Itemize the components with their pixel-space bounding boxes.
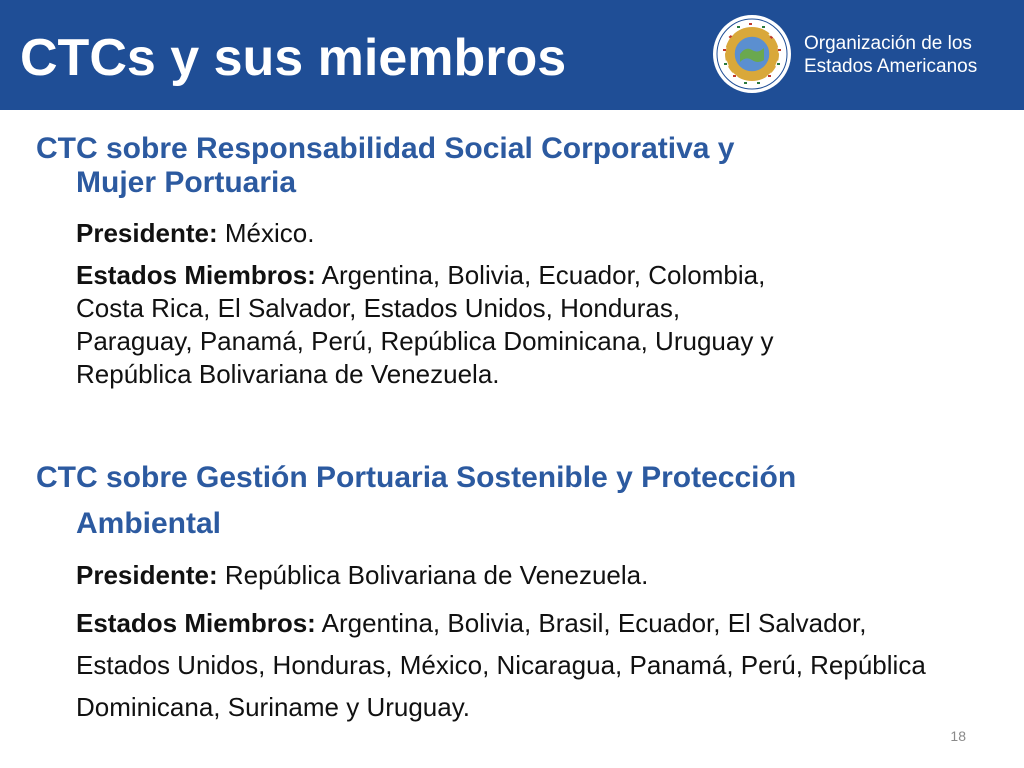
slide-title: CTCs y sus miembros — [20, 29, 567, 87]
members-label: Estados Miembros: — [76, 260, 316, 290]
president-entry — [76, 555, 836, 595]
ctc-heading — [36, 455, 876, 547]
ctc-heading-line1: CTC sobre Gestión Portuaria Sostenible y Protección — [36, 461, 797, 494]
president-value: República Bolivariana de Venezuela. — [217, 560, 649, 590]
ctc-heading-line2: Ambiental — [76, 507, 222, 540]
member-states-entry — [76, 602, 936, 728]
president-label: Presidente: — [76, 560, 218, 590]
president-value: México. — [217, 218, 315, 248]
members-value: Argentina, Bolivia, Brasil, Ecuador, El Salvador, Estados Unidos, Honduras, México, Nicaragua, Panamá, Perú, República Dominicana, Suriname y Uruguay. — [76, 608, 926, 722]
president-label: Presidente: — [76, 218, 218, 248]
members-value: Argentina, Bolivia, Ecuador, Colombia, Costa Rica, El Salvador, Estados Unidos, Honduras, Paraguay, Panamá, Perú, República Dominicana, Uruguay y República Bolivariana de Venezuela. — [76, 260, 774, 389]
page-number: 18 — [950, 728, 966, 744]
org-name-line1: Organización de los — [804, 33, 972, 54]
ctc-heading-line1: CTC sobre Responsabilidad Social Corporativa y — [36, 132, 735, 165]
members-label: Estados Miembros: — [76, 608, 316, 638]
ctc-heading-line2: Mujer Portuaria — [76, 166, 297, 199]
member-states-entry — [76, 259, 796, 391]
org-name-line2: Estados Americanos — [804, 56, 978, 77]
ctc-heading — [36, 132, 876, 200]
president-entry — [76, 218, 836, 248]
